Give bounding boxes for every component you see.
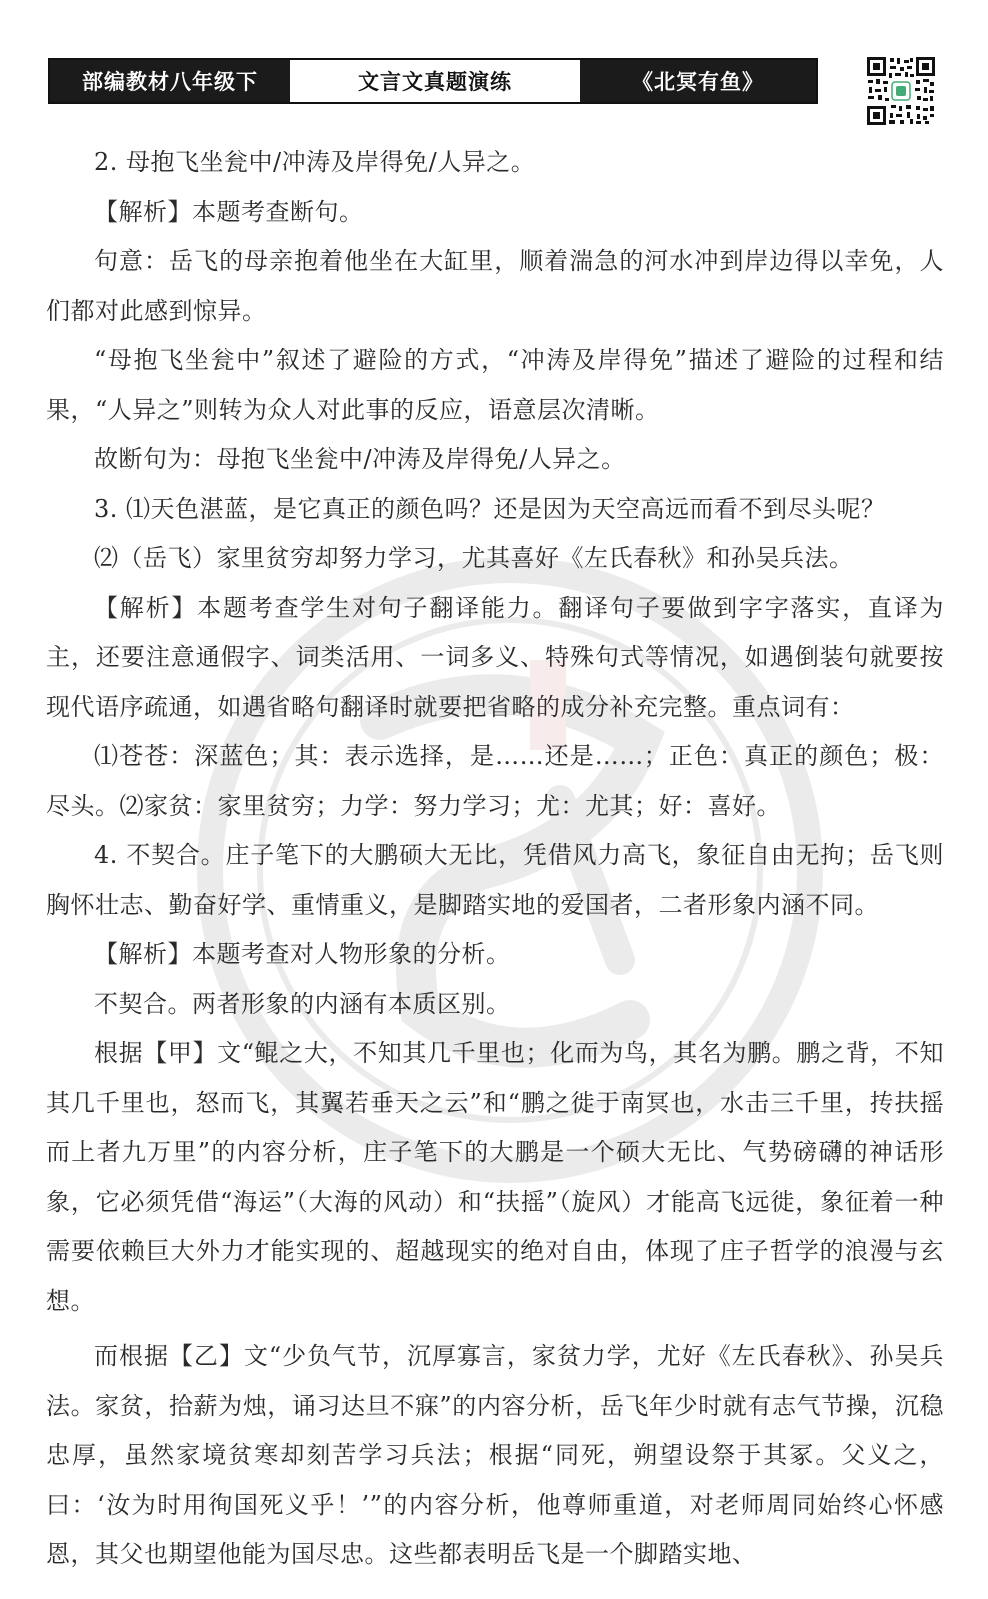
- qr-code-icon[interactable]: [866, 56, 936, 126]
- sentence-meaning: 句意：岳飞的母亲抱着他坐在大缸里，顺着湍急的河水冲到岸边得以幸免，人们都对此感到惊异。: [46, 247, 944, 325]
- analysis-4-yi: 而根据【乙】文“少负气节，沉厚寡言，家贫力学，尤好《左氏春秋》、孙吴兵法。家贫，拾薪为烛，诵习达旦不寐”的内容分析，岳飞年少时就有志气节操，沉稳忠厚，虽然家境贫寒却刻苦学习兵法；根据“同死，朔望设祭于其冢。父义之，曰：‘汝为时用徇国死义乎！’”的内容分析，他尊师重道，对老师周同始终心怀感恩，其父也期望他能为国尽忠。这些都表明岳飞是一个脚踏实地、: [46, 1342, 944, 1568]
- answer-3-part-2: ⑵（岳飞）家里贫穷却努力学习，尤其喜好《左氏春秋》和孙吴兵法。: [94, 544, 854, 572]
- analysis-3-keywords: ⑴苍苍：深蓝色；其：表示选择，是……还是……；正色：真正的颜色；极：尽头。⑵家贫：家里贫穷；力学：努力学习；尤：尤其；好：喜好。: [46, 742, 944, 820]
- analysis-4-jia: 根据【甲】文“鲲之大，不知其几千里也；化而为鸟，其名为鹏。鹏之背，不知其几千里也，怒而飞，其翼若垂天之云”和“鹏之徙于南冥也，水击三千里，抟扶摇而上者九万里”的内容分析，庄子笔下的大鹏是一个硕大无比、气势磅礴的神话形象，它必须凭借“海运”（大海的风动）和“扶摇”（旋风）才能高飞远徙，象征着一种需要依赖巨大外力才能实现的、超越现实的绝对自由，体现了庄子哲学的浪漫与玄想。: [46, 1039, 944, 1315]
- analysis-4-verdict: 不契合。两者形象的内涵有本质区别。: [94, 989, 511, 1018]
- header-textbook-label: 部编教材八年级下: [50, 60, 290, 102]
- answer-2: 2. 母抱飞坐瓮中/冲涛及岸得免/人异之。: [94, 148, 536, 176]
- header-bar: [48, 58, 818, 104]
- header-section-label: 文言文真题演练: [290, 60, 580, 102]
- answer-3-part-1: 3. ⑴天色湛蓝，是它真正的颜色吗？还是因为天空高远而看不到尽头呢？: [94, 494, 886, 523]
- header-lesson-title: 《北冥有鱼》: [580, 60, 816, 102]
- analysis-2-detail: “母抱飞坐瓮中”叙述了避险的方式，“冲涛及岸得免”描述了避险的过程和结果，“人异之”则转为众人对此事的反应，语意层次清晰。: [46, 346, 944, 424]
- analysis-4: 【解析】本题考查对人物形象的分析。: [94, 940, 511, 968]
- answer-4: 4. 不契合。庄子笔下的大鹏硕大无比，凭借风力高飞，象征自由无拘；岳飞则胸怀壮志、勤奋好学、重情重义，是脚踏实地的爱国者，二者形象内涵不同。: [46, 841, 944, 919]
- answer-content: [46, 138, 944, 1580]
- analysis-2: 【解析】本题考查断句。: [94, 197, 364, 226]
- analysis-2-conclusion: 故断句为：母抱飞坐瓮中/冲涛及岸得免/人异之。: [94, 445, 626, 473]
- analysis-3: 【解析】本题考查学生对句子翻译能力。翻译句子要做到字字落实，直译为主，还要注意通假字、词类活用、一词多义、特殊句式等情况，如遇倒装句就要按现代语序疏通，如遇省略句翻译时就要把省略的成分补充完整。重点词有：: [46, 593, 944, 721]
